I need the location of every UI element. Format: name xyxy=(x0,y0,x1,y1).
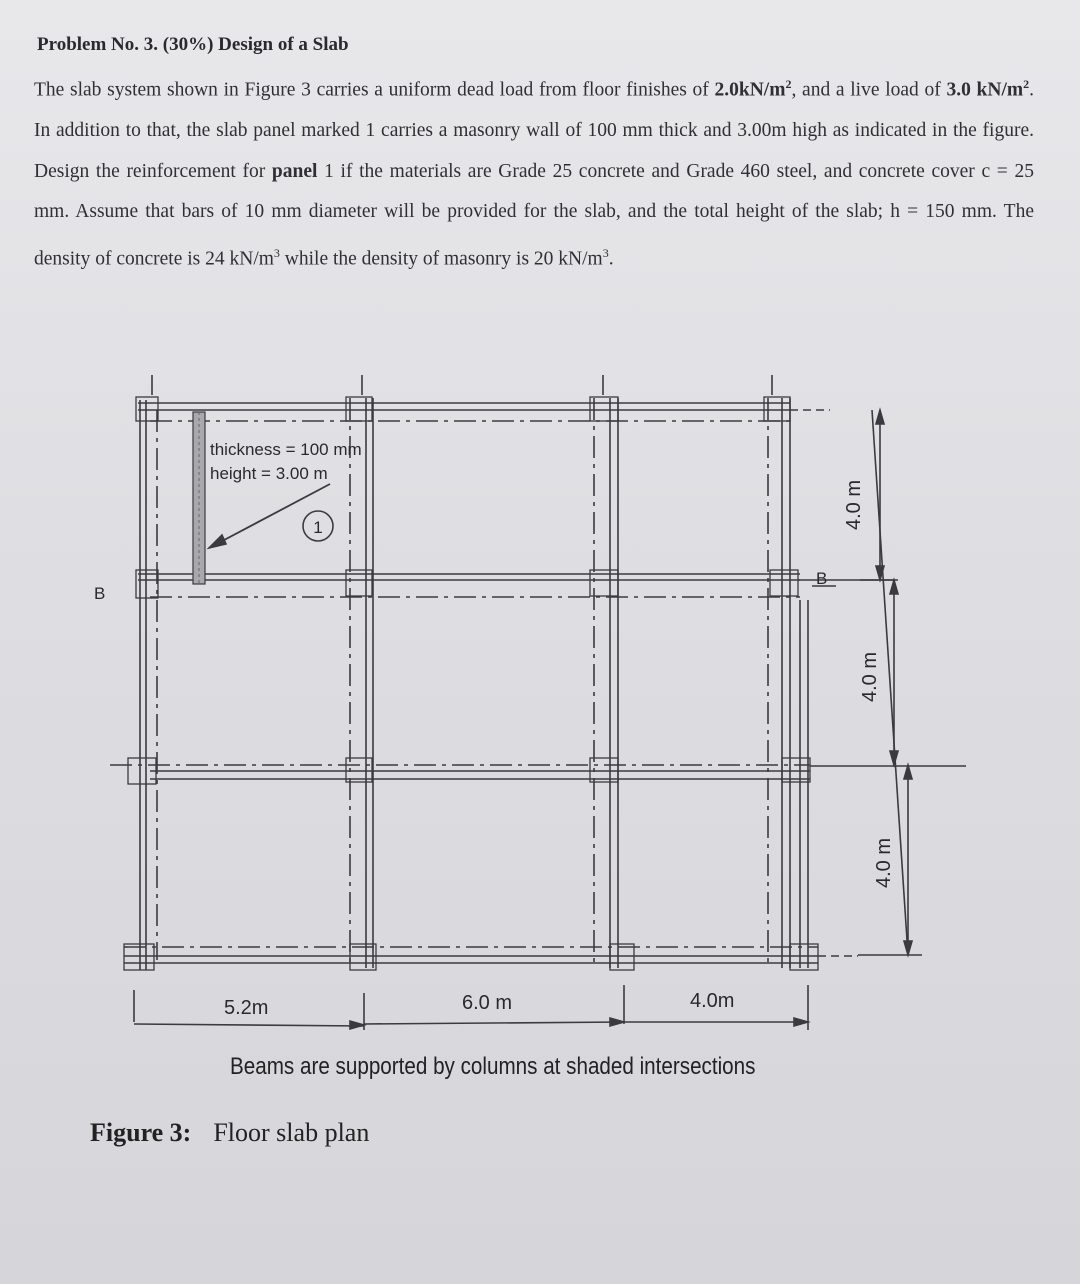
paragraph-run: 1 if the materials are Grade 25 concrete and Grade 460 steel, and concrete cover c = 25 mm. Assume that bars of 10 mm diameter will be provided for the slab, and the total height of the slab; h = 150 mm. The density of concrete is 24 kN/m xyxy=(34,160,1034,269)
span-x-2: 6.0 m xyxy=(462,992,513,1014)
beam-col-1 xyxy=(140,400,157,970)
caption-label: Figure 3: xyxy=(90,1118,192,1147)
beam-row-bottom xyxy=(124,947,858,963)
beam-col-4 xyxy=(768,398,808,968)
support-note: Beams are supported by columns at shaded intersections xyxy=(230,1053,756,1080)
paragraph-run: 3.0 kN/m xyxy=(946,79,1024,101)
paragraph-run: 3 xyxy=(273,245,280,260)
paragraph-run: , and a live load of xyxy=(791,79,947,101)
beam-row-3 xyxy=(110,765,966,779)
section-label-left: B xyxy=(94,584,106,603)
paragraph-run: . xyxy=(608,248,614,269)
span-x-1: 5.2m xyxy=(224,997,269,1019)
wall-leader xyxy=(209,484,330,548)
span-x-3: 4.0m xyxy=(690,990,735,1012)
section-label-right: B xyxy=(816,569,828,588)
paragraph-run: The slab system shown in Figure 3 carries a uniform dead load from floor finishes of xyxy=(34,79,715,101)
beam-row-2 xyxy=(138,574,800,597)
leader-arrowhead xyxy=(209,535,226,548)
caption-text: Floor slab plan xyxy=(213,1118,370,1147)
paragraph-run: 2.0kN/m xyxy=(714,79,786,101)
beam-row-top xyxy=(138,403,830,421)
wall-thickness-label: thickness = 100 mm xyxy=(210,440,362,459)
masonry-wall xyxy=(193,412,205,584)
span-y-3: 4.0 m xyxy=(873,837,895,888)
beam-col-2 xyxy=(350,398,373,968)
beam-col-3 xyxy=(594,398,618,968)
paragraph-run: 3 xyxy=(602,245,609,260)
figure-caption xyxy=(90,1118,369,1148)
span-y-1: 4.0 m xyxy=(843,479,865,530)
problem-title: Problem No. 3. (30%) Design of a Slab xyxy=(37,34,349,55)
paragraph-run: 2 xyxy=(785,77,792,91)
paragraph-run: 2 xyxy=(1023,77,1030,91)
paragraph-run: . In addition to that, the slab panel marked 1 carries a masonry wall of 100 mm thick and 3.00m high as indicated in the figure. Design the reinforcement for xyxy=(34,79,1034,182)
wall-height-label: height = 3.00 m xyxy=(210,464,328,483)
panel-marker: 1 xyxy=(313,518,323,537)
paragraph-run: while the density of masonry is 20 kN/m xyxy=(279,248,603,269)
span-y-2: 4.0 m xyxy=(859,651,881,702)
paragraph-run: panel xyxy=(271,160,318,182)
